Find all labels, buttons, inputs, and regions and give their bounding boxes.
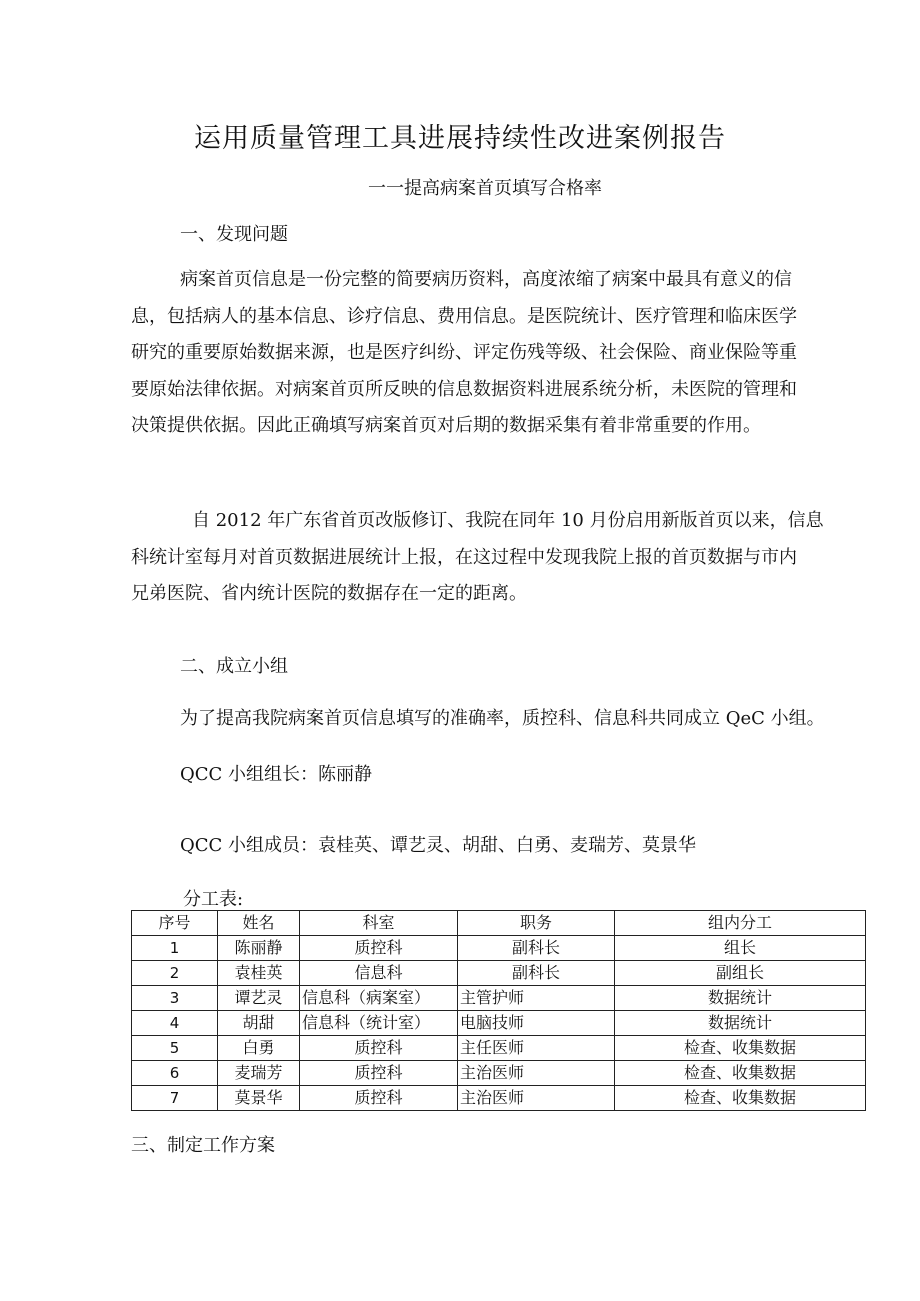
section1-heading: 一、发现问题 [180, 224, 288, 245]
cell-index: 3 [132, 986, 218, 1011]
cell-role: 数据统计 [615, 1011, 866, 1036]
cell-department: 信息科 [300, 961, 458, 986]
cell-department: 信息科（统计室） [300, 1011, 458, 1036]
paragraph-line: 息，包括病人的基本信息、诊疗信息、费用信息。是医院统计、医疗管理和临床医学 [131, 305, 797, 327]
cell-index: 7 [132, 1086, 218, 1111]
cell-name: 麦瑞芳 [218, 1061, 300, 1086]
document-subtitle: 一一提高病案首页填写合格率 [368, 178, 602, 199]
table-row [132, 1061, 866, 1086]
cell-role: 数据统计 [615, 986, 866, 1011]
qcc-leader: QCC 小组组长：陈丽静 [180, 764, 373, 785]
cell-department: 质控科 [300, 936, 458, 961]
cell-role: 组长 [615, 936, 866, 961]
cell-position: 副科长 [458, 961, 615, 986]
cell-role: 检查、收集数据 [615, 1086, 866, 1111]
table-row [132, 1011, 866, 1036]
cell-index: 1 [132, 936, 218, 961]
header-department: 科室 [300, 911, 458, 936]
paragraph-line: 病案首页信息是一份完整的简要病历资料，高度浓缩了病案中最具有意义的信 [180, 269, 792, 290]
cell-index: 5 [132, 1036, 218, 1061]
paragraph-line: 科统计室每月对首页数据进展统计上报，在这过程中发现我院上报的首页数据与市内 [131, 546, 797, 568]
cell-position: 主治医师 [458, 1061, 615, 1086]
cell-name: 谭艺灵 [218, 986, 300, 1011]
paragraph-line: 研究的重要原始数据来源，也是医疗纠纷、评定伤残等级、社会保险、商业保险等重 [131, 342, 797, 363]
paragraph-line: 决策提供依据。因此正确填写病案首页对后期的数据采集有着非常重要的作用。 [131, 415, 761, 436]
header-position: 职务 [458, 911, 615, 936]
paragraph-line: 要原始法律依据。对病案首页所反映的信息数据资料进展系统分析，未医院的管理和 [131, 378, 797, 400]
section1-paragraph2 [131, 503, 824, 613]
qcc-members: QCC 小组成员：袁桂英、谭艺灵、胡甜、白勇、麦瑞芳、莫景华 [180, 835, 697, 856]
cell-index: 6 [132, 1061, 218, 1086]
cell-position: 主治医师 [458, 1086, 615, 1111]
cell-name: 陈丽静 [218, 936, 300, 961]
header-role: 组内分工 [615, 911, 866, 936]
table-row [132, 986, 866, 1011]
cell-index: 2 [132, 961, 218, 986]
cell-role: 副组长 [615, 961, 866, 986]
section2-paragraph: 为了提高我院病案首页信息填写的准确率，质控科、信息科共同成立 QeC 小组。 [180, 708, 825, 729]
table-header-row [132, 911, 866, 936]
cell-role: 检查、收集数据 [615, 1036, 866, 1061]
cell-name: 袁桂英 [218, 961, 300, 986]
paragraph-line: 自 2012 年广东省首页改版修订、我院在同年 10 月份启用新版首页以来，信息 [192, 510, 824, 531]
paragraph-line: 兄弟医院、省内统计医院的数据存在一定的距离。 [131, 583, 527, 604]
cell-position: 副科长 [458, 936, 615, 961]
cell-position: 主任医师 [458, 1036, 615, 1061]
table-caption: 分工表: [183, 889, 244, 910]
section3-heading: 三、制定工作方案 [131, 1135, 275, 1156]
cell-name: 莫景华 [218, 1086, 300, 1111]
cell-department: 质控科 [300, 1086, 458, 1111]
table-row [132, 936, 866, 961]
cell-department: 质控科 [300, 1061, 458, 1086]
cell-name: 白勇 [218, 1036, 300, 1061]
header-name: 姓名 [218, 911, 300, 936]
division-table [131, 910, 866, 1111]
header-index: 序号 [132, 911, 218, 936]
cell-department: 信息科（病案室） [300, 986, 458, 1011]
cell-department: 质控科 [300, 1036, 458, 1061]
cell-index: 4 [132, 1011, 218, 1036]
section2-heading: 二、成立小组 [180, 656, 288, 677]
table-row [132, 1086, 866, 1111]
section1-paragraph1 [131, 262, 797, 445]
document-title: 运用质量管理工具进展持续性改进案例报告 [194, 123, 726, 154]
table-row [132, 1036, 866, 1061]
cell-position: 电脑技师 [458, 1011, 615, 1036]
cell-name: 胡甜 [218, 1011, 300, 1036]
cell-role: 检查、收集数据 [615, 1061, 866, 1086]
table-row [132, 961, 866, 986]
cell-position: 主管护师 [458, 986, 615, 1011]
